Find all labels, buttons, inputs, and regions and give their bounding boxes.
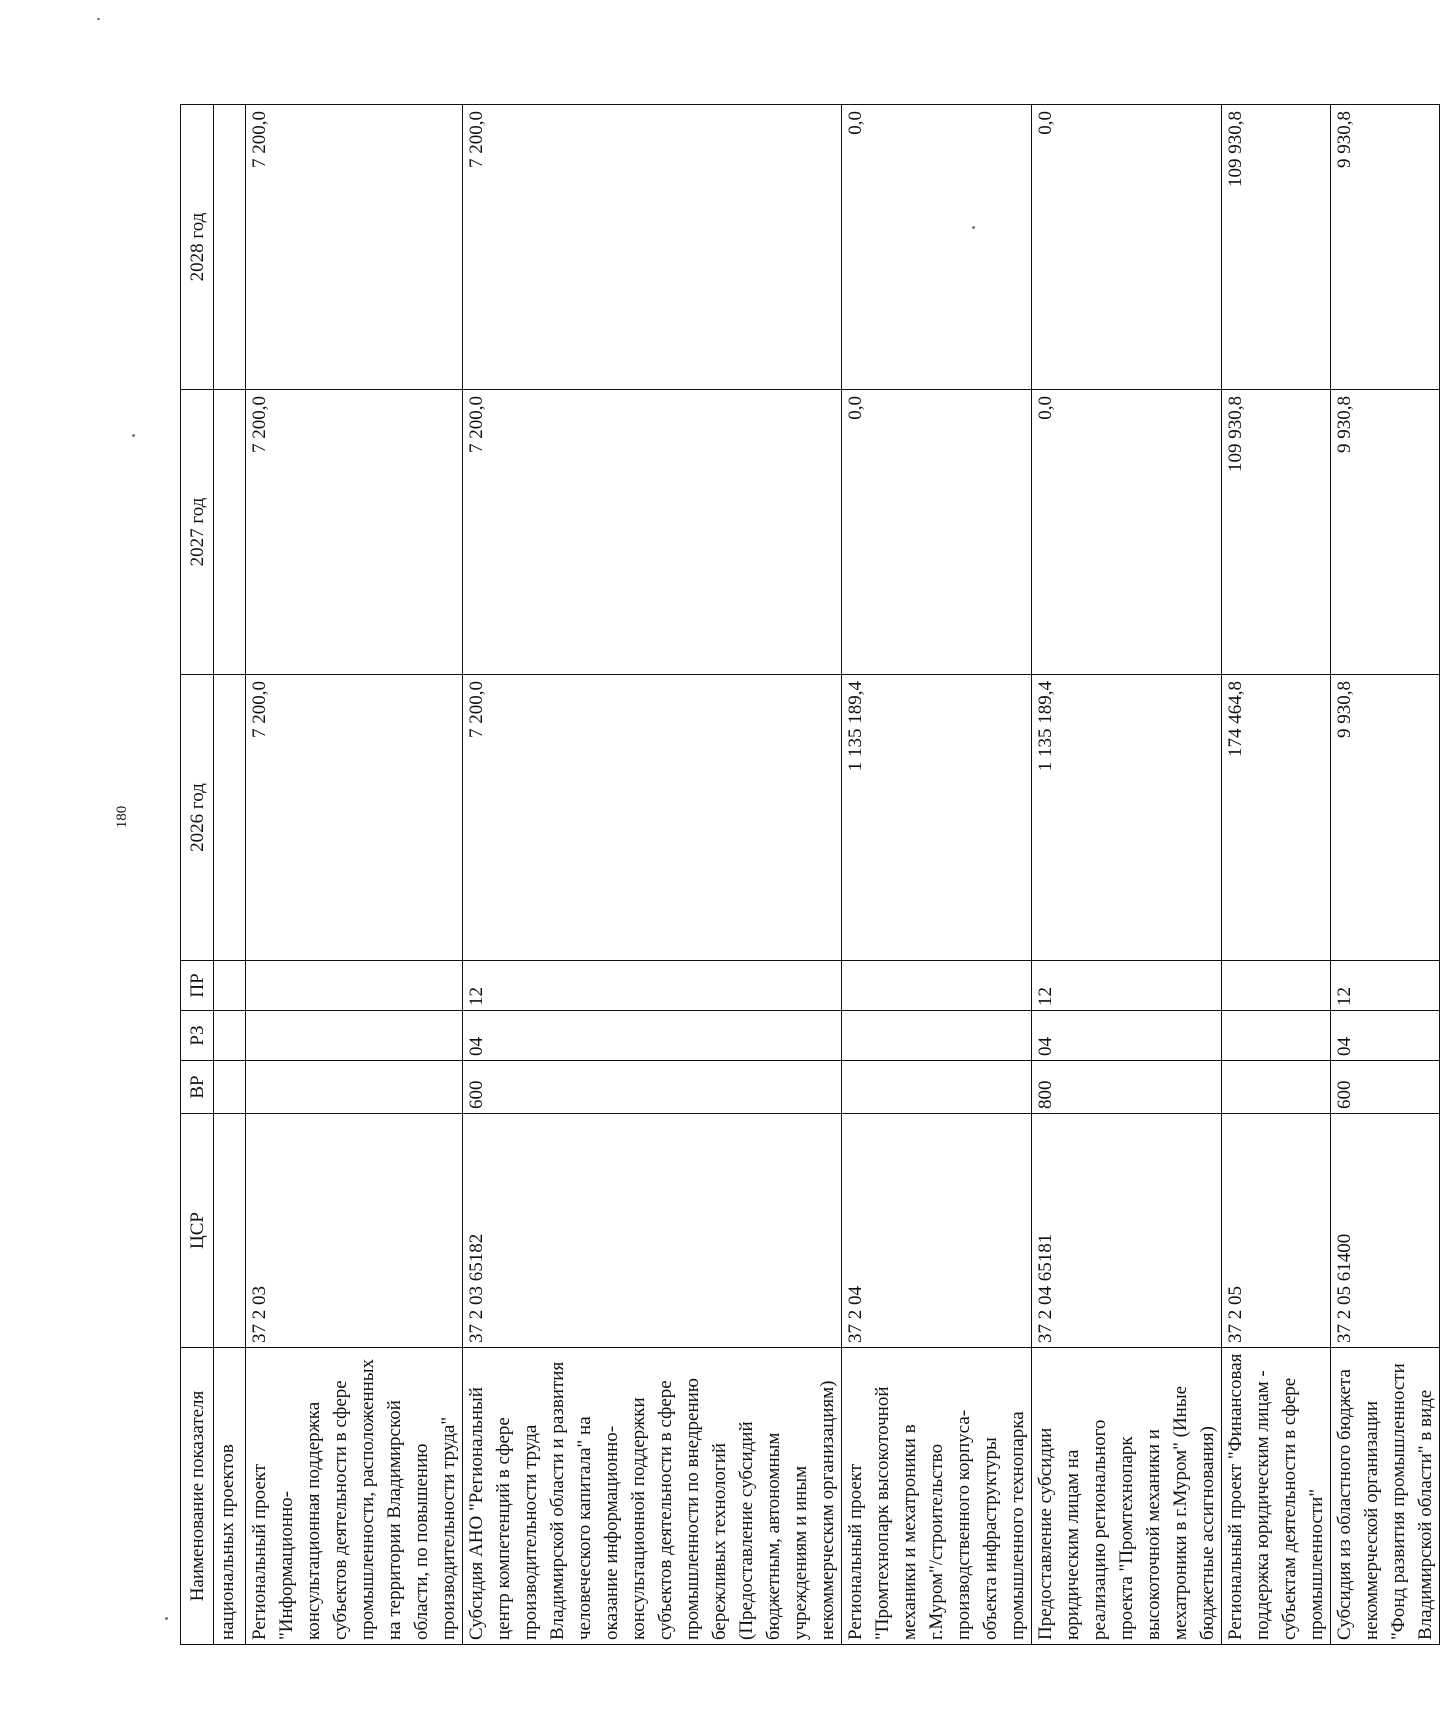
- cell-rz: [842, 1011, 1032, 1061]
- header-2026: 2026 год: [181, 675, 214, 961]
- cell-csr: 37 2 03 65182: [463, 1114, 842, 1348]
- header-name: Наименование показателя: [181, 1348, 214, 1645]
- table-row: [1331, 105, 1440, 1645]
- cell-rz: [246, 1011, 463, 1061]
- cell-csr: 37 2 04: [842, 1114, 1032, 1348]
- table-row: [463, 105, 842, 1645]
- table-row: [1032, 105, 1222, 1645]
- header-rz: РЗ: [181, 1011, 214, 1061]
- cell-name: Субсидия АНО "Региональный центр компетенций в сфере производительности труда Владимирской области и развития человеческого капитала" на оказание информационно-консультационной поддержки субъектов деятельности в сфере промышленности по внедрению бережливых технологий (Предоставление субсидий бюджетным, автономным учреждениям и иным некоммерческим организациям): [463, 1348, 842, 1645]
- cell-pr: 12: [1331, 961, 1440, 1011]
- cell-2026: 7 200,0: [463, 675, 842, 961]
- page-number: 180: [114, 805, 130, 829]
- cell-2027: 0,0: [1032, 390, 1222, 675]
- cell-name: Субсидия из областного бюджета некоммерческой организации "Фонд развития промышленности Владимирской области" в виде: [1331, 1348, 1440, 1645]
- cell-csr: 37 2 03: [246, 1114, 463, 1348]
- cell-rz: [1222, 1011, 1331, 1061]
- cell-rz: [214, 1011, 246, 1061]
- cell-vr: 800: [1032, 1061, 1222, 1114]
- cell-name: Региональный проект "Информационно-консультационная поддержка субъектов деятельности в сфере промышленности, расположенных на территории Владимирской области, по повышению производительности труда": [246, 1348, 463, 1645]
- header-csr: ЦСР: [181, 1114, 214, 1348]
- cell-vr: [842, 1061, 1032, 1114]
- cell-csr: 37 2 04 65181: [1032, 1114, 1222, 1348]
- scan-speck: [132, 434, 135, 437]
- cell-rz: 04: [1032, 1011, 1222, 1061]
- cell-rz: 04: [463, 1011, 842, 1061]
- cell-2026: [214, 675, 246, 961]
- table-header-row: [181, 105, 214, 1645]
- cell-vr: 600: [1331, 1061, 1440, 1114]
- scan-speck: [165, 1617, 168, 1620]
- cell-2028: 7 200,0: [463, 105, 842, 390]
- cell-2026: 9 930,8: [1331, 675, 1440, 961]
- header-2027: 2027 год: [181, 390, 214, 675]
- cell-name: национальных проектов: [214, 1348, 246, 1645]
- cell-pr: [214, 961, 246, 1011]
- cell-2027: 7 200,0: [463, 390, 842, 675]
- cell-pr: 12: [1032, 961, 1222, 1011]
- table-row: [842, 105, 1032, 1645]
- cell-2028: [214, 105, 246, 390]
- cell-2028: 109 930,8: [1222, 105, 1331, 390]
- cell-2027: 109 930,8: [1222, 390, 1331, 675]
- cell-csr: 37 2 05: [1222, 1114, 1331, 1348]
- cell-name: Региональный проект "Промтехнопарк высокоточной механики и мехатроники в г.Муром"/строительство производственного корпуса-объекта инфраструктуры промышленного технопарка: [842, 1348, 1032, 1645]
- table-row: [214, 105, 246, 1645]
- cell-pr: [246, 961, 463, 1011]
- cell-2026: 7 200,0: [246, 675, 463, 961]
- header-pr: ПР: [181, 961, 214, 1011]
- cell-2026: 1 135 189,4: [842, 675, 1032, 961]
- table-row: [1222, 105, 1331, 1645]
- cell-pr: [1222, 961, 1331, 1011]
- cell-vr: 600: [463, 1061, 842, 1114]
- scan-speck: [97, 18, 100, 20]
- header-2028: 2028 год: [181, 105, 214, 390]
- cell-rz: 04: [1331, 1011, 1440, 1061]
- cell-vr: [214, 1061, 246, 1114]
- rotated-table-container: [180, 105, 1436, 1645]
- cell-name: Предоставление субсидии юридическим лицам на реализацию регионального проекта "Промтехнопарк высокоточной механики и мехатроники в г.Муром" (Иные бюджетные ассигнования): [1032, 1348, 1222, 1645]
- header-vr: ВР: [181, 1061, 214, 1114]
- cell-2027: 7 200,0: [246, 390, 463, 675]
- cell-csr: 37 2 05 61400: [1331, 1114, 1440, 1348]
- cell-2027: 0,0: [842, 390, 1032, 675]
- cell-2027: [214, 390, 246, 675]
- cell-2028: 7 200,0: [246, 105, 463, 390]
- cell-csr: [214, 1114, 246, 1348]
- table-row: [246, 105, 463, 1645]
- cell-2026: 174 464,8: [1222, 675, 1331, 961]
- cell-pr: [842, 961, 1032, 1011]
- cell-2028: 0,0: [1032, 105, 1222, 390]
- cell-2028: 9 930,8: [1331, 105, 1440, 390]
- cell-vr: [1222, 1061, 1331, 1114]
- cell-pr: 12: [463, 961, 842, 1011]
- cell-2028: 0,0: [842, 105, 1032, 390]
- cell-vr: [246, 1061, 463, 1114]
- cell-2026: 1 135 189,4: [1032, 675, 1222, 961]
- cell-2027: 9 930,8: [1331, 390, 1440, 675]
- cell-name: Региональный проект "Финансовая поддержка юридическим лицам - субъектам деятельности в сфере промышленности": [1222, 1348, 1331, 1645]
- scan-speck: [972, 226, 975, 229]
- budget-table: [180, 104, 1440, 1645]
